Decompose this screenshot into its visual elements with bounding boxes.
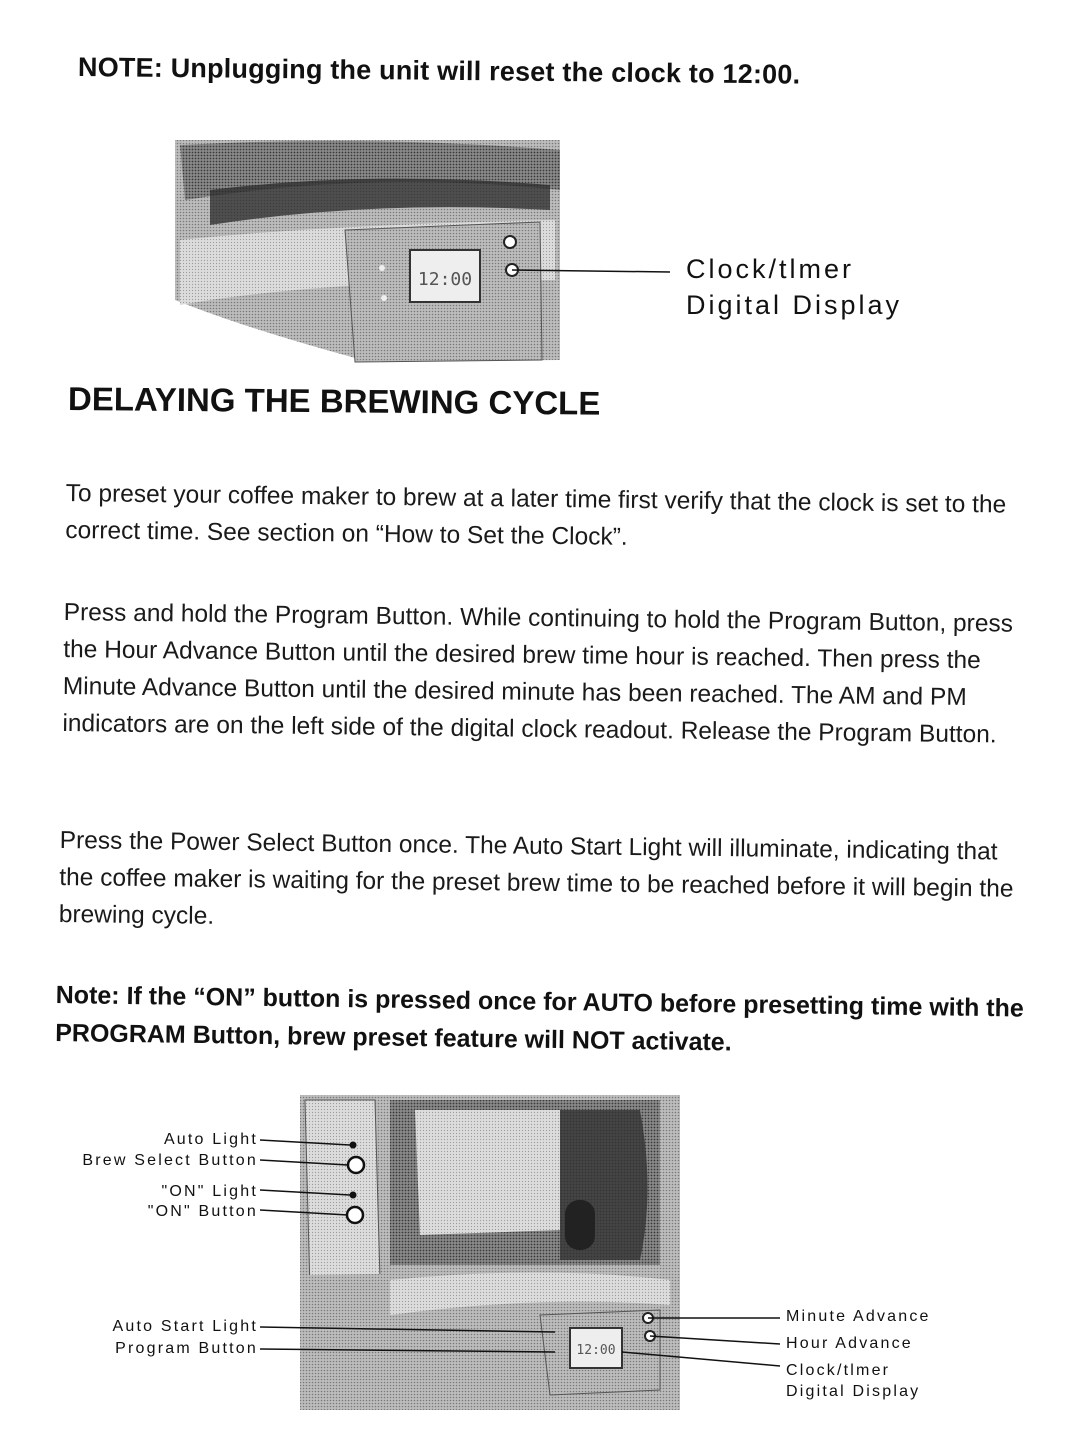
label-clock-timer-2: Clock/tlmer [786, 1362, 891, 1379]
label-on-light: "ON" Light [161, 1183, 258, 1200]
label-on-button: "ON" Button [147, 1203, 258, 1220]
paragraph-preset: To preset your coffee maker to brew at a later time first verify that the clock is set to the correct time. See section on “How to Set the Clock”. [65, 479, 1007, 551]
label-auto-light: Auto Light [163, 1131, 258, 1148]
label-auto-start-light: Auto Start Light [112, 1318, 258, 1335]
section-title: DELAYING THE BREWING CYCLE [67, 380, 601, 422]
label-brew-select-button: Brew Select Button [82, 1152, 258, 1169]
label-hour-advance: Hour Advance [786, 1335, 913, 1352]
clock-display-text: 12:00 [417, 269, 473, 290]
paragraph-program: Press and hold the Program Button. While continuing to hold the Program Button, press the Hour Advance Button until the desired brew time hour is reached. Then press the Minute Advance Button until the desired minute has been reached. The AM and PM indicators are on the left side of the digital clock readout. Release the Program Button. [62, 598, 1014, 749]
coffee-maker-controls-photo [260, 1090, 800, 1410]
callout-clock-timer-1: Clock/tlmer [686, 254, 855, 284]
label-minute-advance: Minute Advance [786, 1308, 931, 1325]
paragraph-power-select: Press the Power Select Button once. The Auto Start Light will illuminate, indicating that the coffee maker is waiting for the preset brew time to be reached before it will begin the brewing cycle. [58, 826, 1014, 930]
label-digital-display-2: Digital Display [786, 1383, 921, 1400]
callout-digital-display-1: Digital Display [686, 290, 903, 320]
note-unplugging: NOTE: Unplugging the unit will reset the clock to 12:00. [77, 52, 801, 90]
note-auto-warning: Note: If the “ON” button is pressed once for AUTO before presetting time with the PROGRAM Button, brew preset feature will NOT activate. [55, 980, 1024, 1057]
clock-display-text-2: 12:00 [576, 1343, 616, 1358]
coffee-maker-clock-photo [170, 130, 680, 370]
label-program-button: Program Button [115, 1340, 258, 1357]
